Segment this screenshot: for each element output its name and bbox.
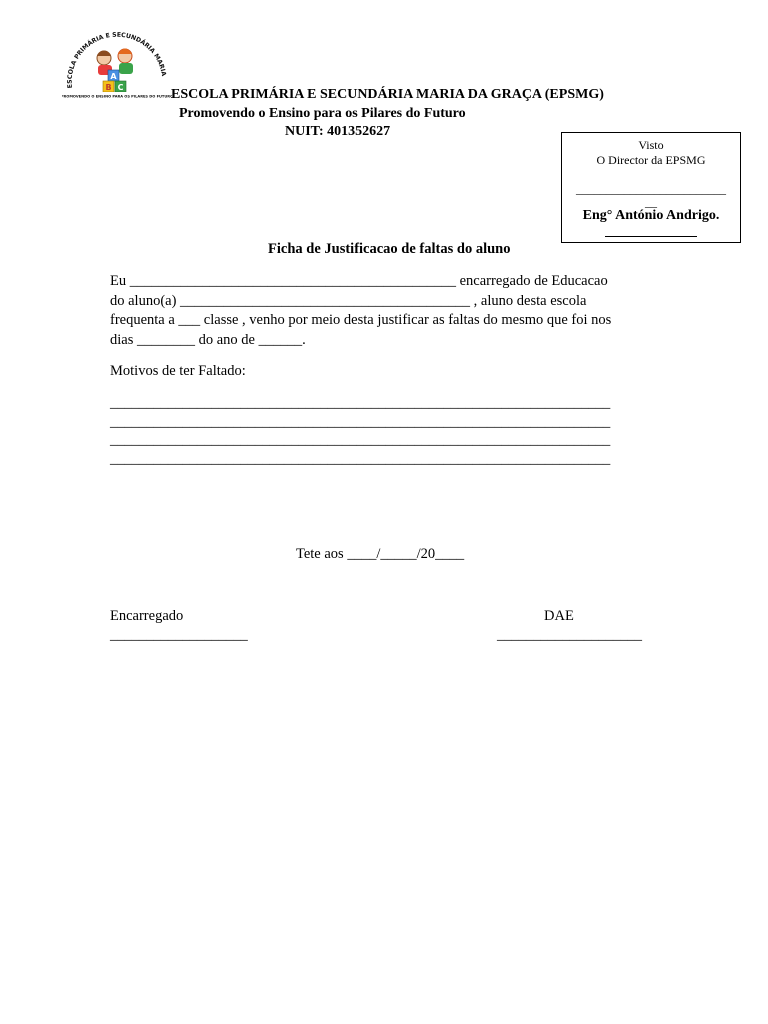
logo-block-c: C bbox=[117, 83, 124, 92]
school-name: ESCOLA PRIMÁRIA E SECUNDÁRIA MARIA DA GRAÇA (EPSMG) bbox=[171, 87, 604, 102]
visto-box bbox=[561, 132, 741, 243]
visto-underline bbox=[605, 236, 697, 237]
encarregado-signature-line: ___________________ bbox=[110, 627, 248, 643]
dae-label: DAE bbox=[544, 608, 574, 624]
logo-block-a: A bbox=[110, 72, 117, 81]
dae-signature-line: ____________________ bbox=[497, 627, 642, 643]
visto-signature-line-1: _________________________ bbox=[576, 182, 726, 196]
date-line: Tete aos ____/_____/20____ bbox=[296, 546, 465, 562]
encarregado-label: Encarregado bbox=[110, 608, 184, 624]
director-name: Eng° António Andrigo. bbox=[582, 208, 720, 223]
motivo-line: _____________________________________________________________________ bbox=[110, 450, 611, 467]
justification-paragraph bbox=[110, 272, 655, 350]
logo-arc-text: ESCOLA PRIMÁRIA E SECUNDÁRIA MARIA bbox=[66, 31, 168, 89]
motivo-line: _____________________________________________________________________ bbox=[110, 413, 611, 430]
paragraph-line: dias ________ do ano de ______. bbox=[110, 331, 306, 348]
school-logo bbox=[62, 30, 172, 102]
paragraph-line: do aluno(a) ________________________________________ , aluno desta escola bbox=[110, 292, 587, 309]
visto-signature-line-2: __ bbox=[645, 195, 657, 209]
logo-bottom-text: PROMOVENDO O ENSINO PARA OS PILARES DO FUTURO bbox=[62, 94, 172, 99]
visto-signature-line bbox=[562, 182, 740, 210]
form-title: Ficha de Justificacao de faltas do aluno bbox=[268, 241, 511, 257]
paragraph-line: Eu _____________________________________________ encarregado de Educacao bbox=[110, 273, 608, 289]
motivo-line: _____________________________________________________________________ bbox=[110, 395, 611, 411]
paragraph-line: frequenta a ___ classe , venho por meio desta justificar as faltas do mesmo que foi nos bbox=[110, 312, 612, 328]
logo-block-b: B bbox=[105, 83, 112, 92]
motivos-lines bbox=[110, 394, 655, 468]
school-motto: Promovendo o Ensino para os Pilares do Futuro bbox=[179, 106, 466, 121]
motivos-label: Motivos de ter Faltado: bbox=[110, 363, 246, 379]
motivo-line: _____________________________________________________________________ bbox=[110, 432, 611, 449]
visto-role: O Director da EPSMG bbox=[596, 153, 706, 167]
school-nuit: NUIT: 401352627 bbox=[285, 124, 391, 139]
school-logo-graphic bbox=[62, 30, 172, 102]
visto-label: Visto bbox=[638, 138, 664, 152]
